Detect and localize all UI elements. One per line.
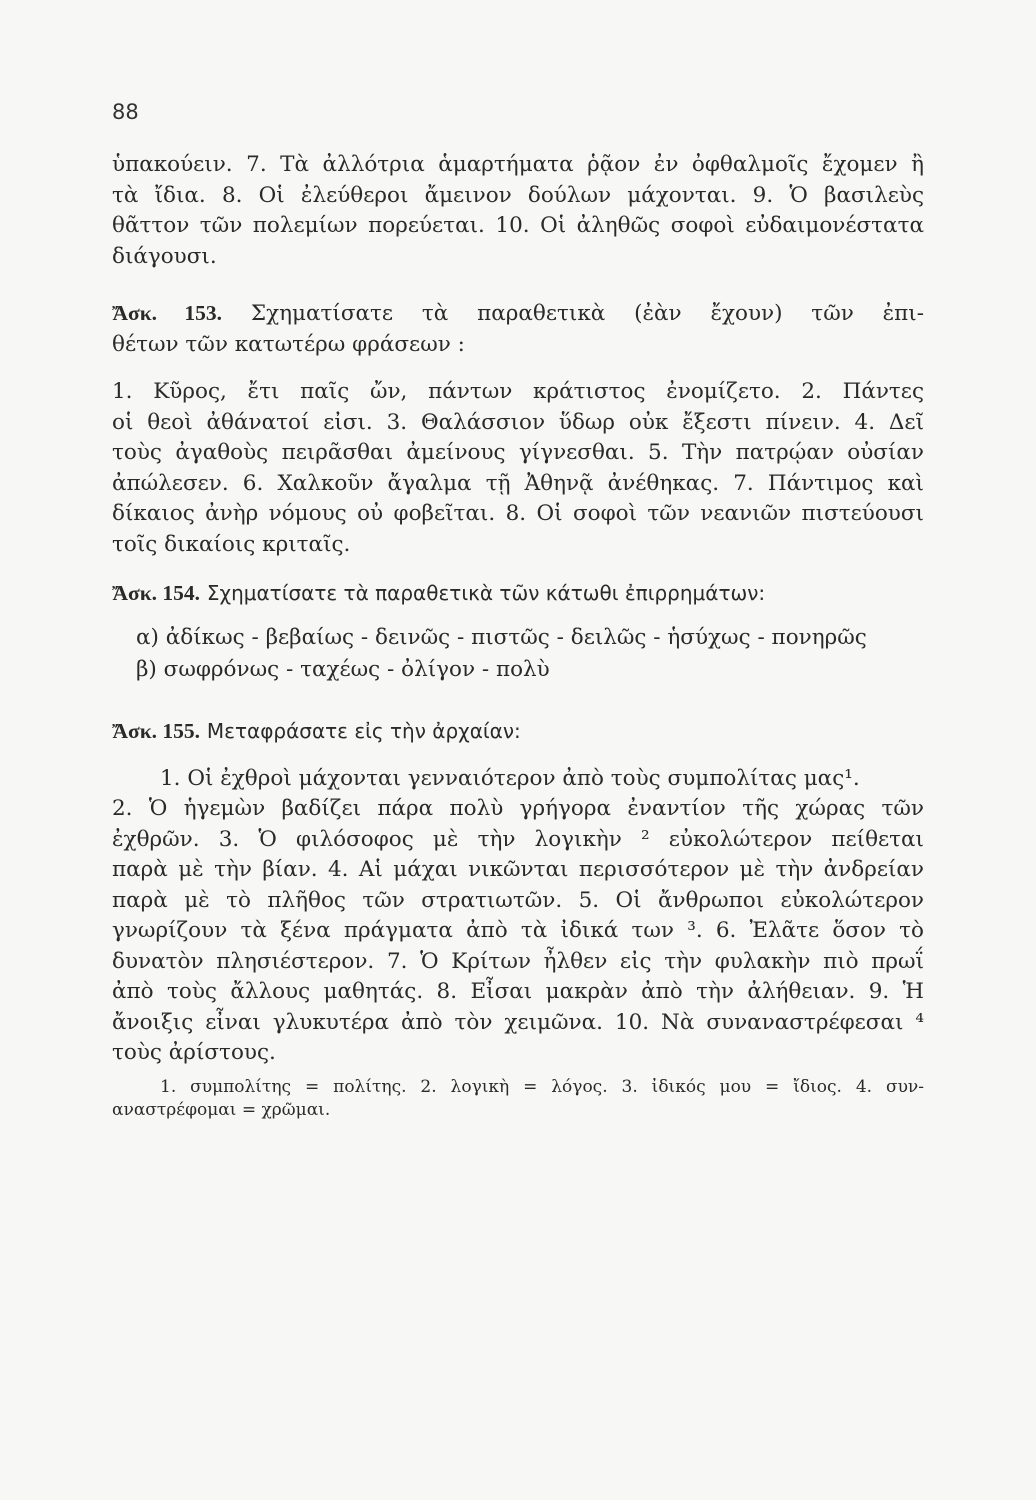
text-line: διάγουσι. [112, 243, 217, 269]
exercise-label: Ἄσκ. 155. [112, 719, 201, 743]
list-item: α) ἀδίκως - βεβαίως - δεινῶς - πιστῶς - δειλῶς - ἡσύχως - πονηρῶς [136, 624, 867, 650]
exercise-title: Σχηματίσατε τὰ παραθετικὰ (ἐὰν ἔχουν) τῶν ἐπι- [250, 301, 924, 326]
exercise-label: Ἄσκ. 154. [112, 581, 201, 605]
text-line: ἀπώλεσεν. 6. Χαλκοῦν ἄγαλμα τῇ Ἀθηνᾷ ἀνέθηκας. 7. Πάντιμος καὶ [112, 470, 924, 496]
text-line: οἱ θεοὶ ἀθάνατοί εἰσι. 3. Θαλάσσιον ὕδωρ οὐκ ἔξεστι πίνειν. 4. Δεῖ [112, 409, 924, 435]
text-line: θᾶττον τῶν πολεμίων πορεύεται. 10. Οἱ ἀληθῶς σοφοὶ εὐδαιμονέστατα [112, 213, 924, 238]
exercise-title: Μεταφράσατε εἰς τὴν ἀρχαίαν: [206, 719, 521, 743]
exercise-153 [112, 298, 924, 560]
text-line: ἄνοιξις εἶναι γλυκυτέρα ἀπὸ τὸν χειμῶνα. 10. Νὰ συναναστρέφεσαι ⁴ [112, 1009, 924, 1035]
footnotes [112, 1076, 924, 1122]
text-line: δυνατὸν πλησιέστερον. 7. Ὁ Κρίτων ἦλθεν εἰς τὴν φυλακὴν πιὸ πρωΐ [112, 948, 924, 974]
text-line: 1. Οἱ ἐχθροὶ μάχονται γενναιότερον ἀπὸ τοὺς συμπολίτας μας¹. [160, 765, 860, 791]
text-line: τὰ ἴδια. 8. Οἱ ἐλεύθεροι ἄμεινον δούλων μάχονται. 9. Ὁ βασιλεὺς [112, 182, 924, 208]
exercise-heading [112, 716, 924, 748]
footnote-line: 1. συμπολίτης = πολίτης. 2. λογικὴ = λόγος. 3. ἰδικός μου = ἴδιος. 4. συν- [160, 1077, 924, 1097]
exercise-title-cont: θέτων τῶν κατωτέρω φράσεων : [112, 331, 465, 357]
text-line: γνωρίζουν τὰ ξένα πράγματα ἀπὸ τὰ ἰδικά των ³. 6. Ἐλᾶτε ὅσον τὸ [112, 918, 924, 943]
text-line: παρὰ μὲ τὴν βίαν. 4. Αἱ μάχαι νικῶνται περισσότερον μὲ τὴν ἀνδρείαν [112, 857, 924, 882]
exercise-heading [112, 578, 924, 610]
exercise-154 [112, 578, 924, 686]
text-line: 2. Ὁ ἡγεμὼν βαδίζει πάρα πολὺ γρήγορα ἐναντίον τῆς χώρας τῶν [112, 796, 924, 821]
text-line: ἐχθρῶν. 3. Ὁ φιλόσοφος μὲ τὴν λογικὴν ² εὐκολώτερον πείθεται [112, 826, 924, 852]
text-line: τοὺς ἀρίστους. [112, 1040, 276, 1065]
text-line: ἀπὸ τοὺς ἄλλους μαθητάς. 8. Εἶσαι μακρὰν ἀπὸ τὴν ἀλήθειαν. 9. Ἡ [112, 979, 924, 1004]
text-line: τοῖς δικαίοις κριταῖς. [112, 531, 351, 557]
text-line: τοὺς ἀγαθοὺς πειρᾶσθαι ἀμείνους γίγνεσθαι. 5. Τὴν πατρῴαν οὐσίαν [112, 440, 924, 465]
page-number: 88 [112, 100, 139, 124]
exercise-title: Σχηματίσατε τὰ παραθετικὰ τῶν κάτωθι ἐπιρρημάτων: [206, 581, 766, 605]
text-line: δίκαιος ἀνὴρ νόμους οὐ φοβεῖται. 8. Οἱ σοφοὶ τῶν νεανιῶν πιστεύουσι [112, 501, 924, 526]
exercise-heading [112, 298, 924, 330]
intro-paragraph [112, 150, 924, 272]
list-item: β) σωφρόνως - ταχέως - ὀλίγον - πολὺ [136, 656, 550, 682]
text-line: 1. Κῦρος, ἔτι παῖς ὤν, πάντων κράτιστος ἐνομίζετο. 2. Πάντες [112, 379, 924, 404]
exercise-155 [112, 716, 924, 1069]
text-line: ὑπακούειν. 7. Τὰ ἀλλότρια ἁμαρτήματα ῥᾷον ἐν ὀφθαλμοῖς ἔχομεν ἢ [112, 152, 924, 177]
footnote-line: αναστρέφομαι = χρῶμαι. [112, 1100, 331, 1120]
exercise-label: Ἄσκ. 153. [112, 301, 223, 325]
text-line: παρὰ μὲ τὸ πλῆθος τῶν στρατιωτῶν. 5. Οἱ ἄνθρωποι εὐκολώτερον [112, 887, 924, 913]
